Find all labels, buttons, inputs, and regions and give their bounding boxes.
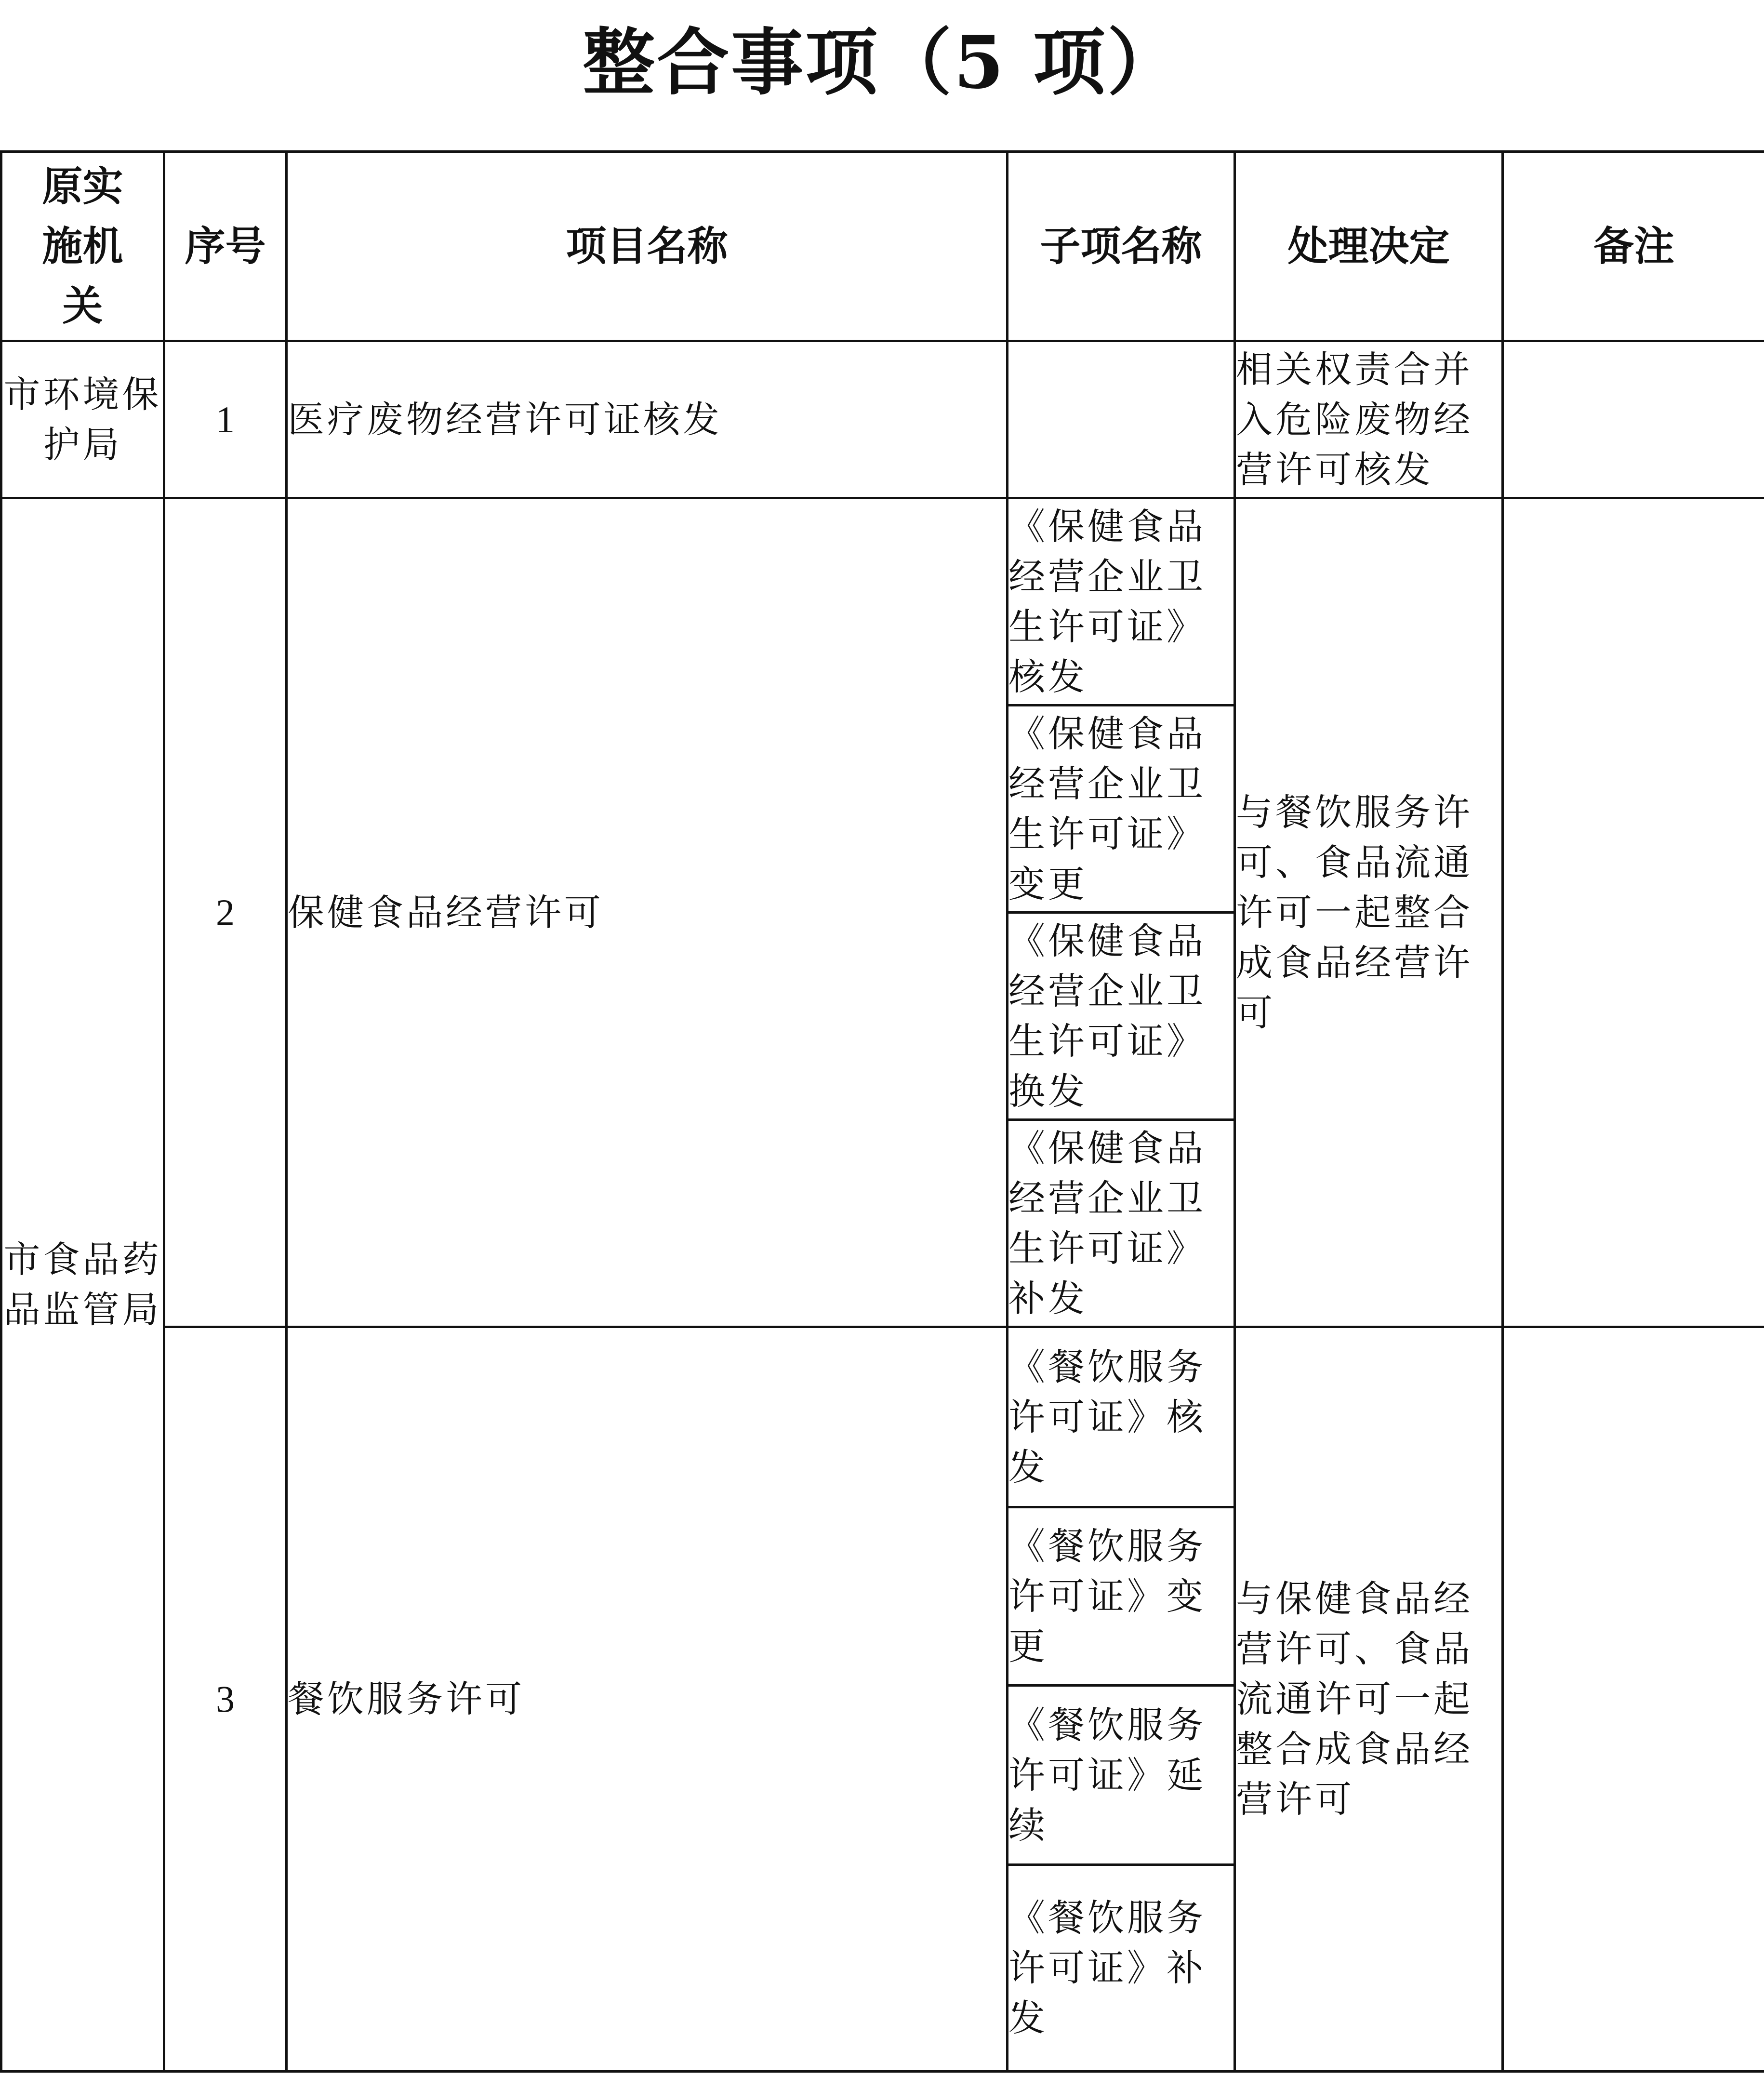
sub-item-cell: 《餐饮服务许可证》核发	[1008, 1327, 1235, 1507]
header-decision: 处理决定	[1235, 152, 1503, 341]
agency-cell: 市环境保护局	[1, 341, 164, 498]
decision-cell: 与保健食品经营许可、食品流通许可一起整合成食品经营许可	[1235, 1327, 1503, 2072]
sub-item-cell: 《餐饮服务许可证》延续	[1008, 1686, 1235, 1865]
seq-cell: 2	[164, 498, 287, 1327]
decision-cell: 与餐饮服务许可、食品流通许可一起整合成食品经营许可	[1235, 498, 1503, 1327]
table-row	[1, 341, 1764, 498]
table-row	[1, 1327, 1764, 1507]
header-item-name: 项目名称	[287, 152, 1008, 341]
sub-item-cell: 《餐饮服务许可证》变更	[1008, 1507, 1235, 1686]
header-seq: 序号	[164, 152, 287, 341]
sub-item-cell: 《保健食品经营企业卫生许可证》变更	[1008, 705, 1235, 913]
sub-item-cell	[1008, 341, 1235, 498]
seq-cell: 1	[164, 341, 287, 498]
item-name-cell: 保健食品经营许可	[287, 498, 1008, 1327]
table-header-row	[1, 152, 1764, 341]
sub-item-cell: 《保健食品经营企业卫生许可证》换发	[1008, 913, 1235, 1120]
sub-item-cell: 《保健食品经营企业卫生许可证》核发	[1008, 498, 1235, 705]
decision-cell: 相关权责合并入危险废物经营许可核发	[1235, 341, 1503, 498]
note-cell	[1503, 1327, 1764, 2072]
page-title: 整合事项（5 项）	[583, 20, 1181, 105]
header-note: 备注	[1503, 152, 1764, 341]
sub-item-cell: 《餐饮服务许可证》补发	[1008, 1865, 1235, 2072]
seq-cell: 3	[164, 1327, 287, 2072]
header-agency: 原实施机关	[1, 152, 164, 341]
note-cell	[1503, 498, 1764, 1327]
header-sub-item-name: 子项名称	[1008, 152, 1235, 341]
agency-cell: 市食品药品监管局	[1, 498, 164, 2072]
table-row	[1, 498, 1764, 705]
item-name-cell: 餐饮服务许可	[287, 1327, 1008, 2072]
sub-item-cell: 《保健食品经营企业卫生许可证》补发	[1008, 1120, 1235, 1327]
items-table	[0, 150, 1764, 2073]
item-name-cell: 医疗废物经营许可证核发	[287, 341, 1008, 498]
note-cell	[1503, 341, 1764, 498]
